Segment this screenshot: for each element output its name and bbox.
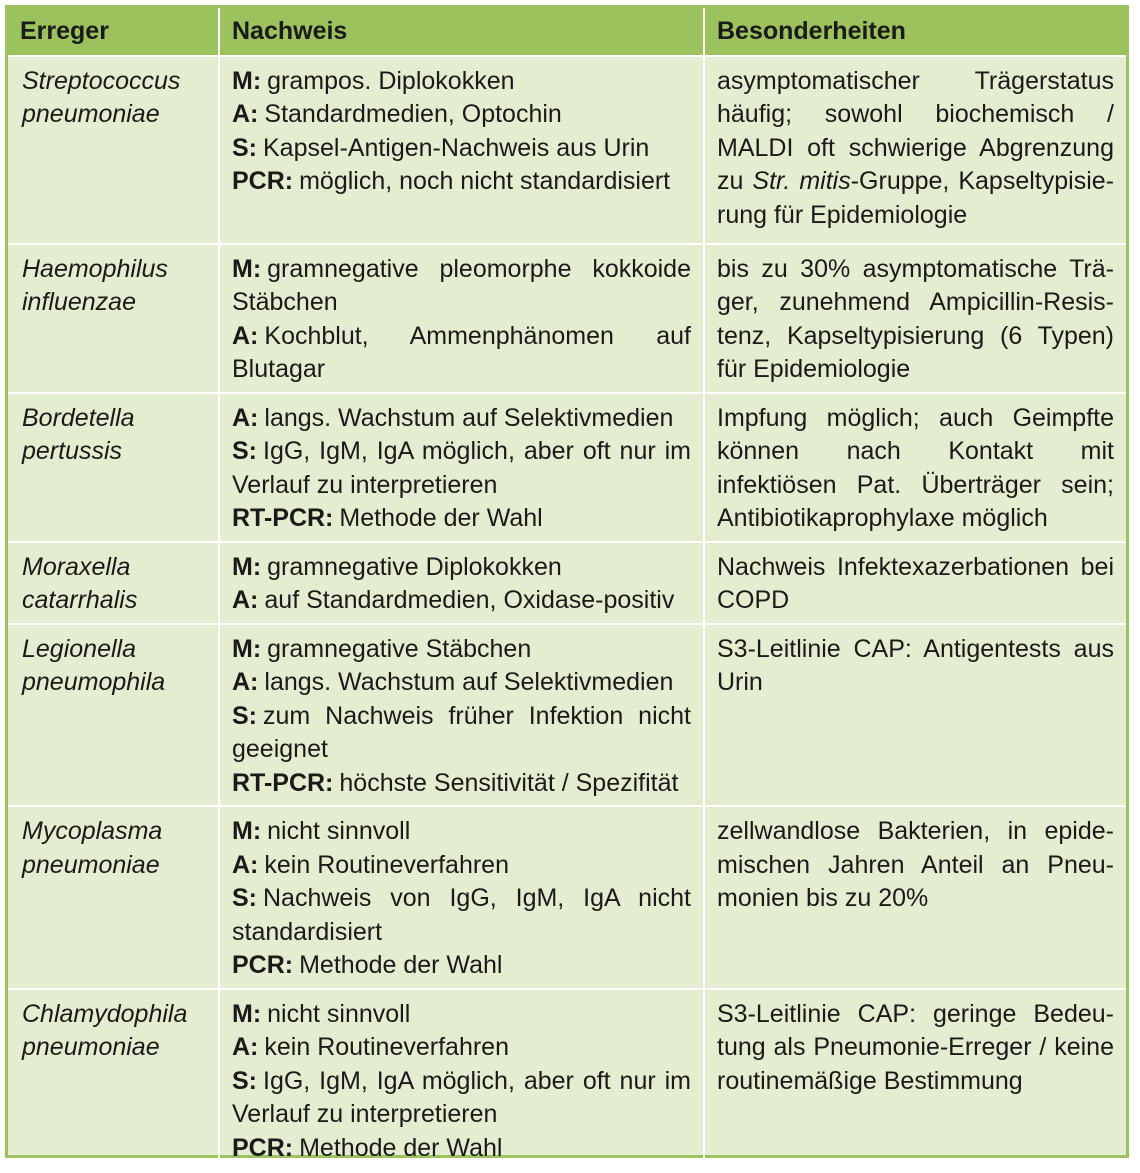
method-text: IgG, IgM, IgA möglich, aber oft nur im Verlauf zu interpretieren (232, 1066, 691, 1128)
method-key: PCR: (232, 167, 294, 195)
method-key: M: (232, 817, 262, 845)
organism-name-part: Haemophilus (22, 254, 168, 283)
notes-text: Nachweis Infektexazerbationen bei COPD (717, 552, 1114, 614)
organism-cell (8, 56, 219, 244)
header-nachweis: Nachweis (219, 8, 704, 56)
method-key: PCR: (232, 951, 294, 979)
method-key: M: (232, 999, 262, 1028)
detection-method (232, 65, 691, 99)
method-text: gramnegative pleomorphe kokkoide Stäbchen (232, 254, 691, 316)
organism-cell (8, 542, 219, 624)
detection-cell (219, 542, 704, 624)
notes-text: -Gruppe, Kapseltypisierung für Epidemiologie (717, 167, 1114, 229)
method-key: S: (232, 1066, 257, 1095)
detection-method (232, 949, 691, 983)
notes-text: S3-Leitlinie CAP: geringe Bedeutung als Pneumonie-Erreger / keine routinemäßige Bestimmung (717, 999, 1114, 1095)
organism-name-part: Legionella (22, 634, 136, 663)
method-key: RT-PCR: (232, 504, 334, 532)
notes-cell (704, 393, 1126, 542)
notes-cell (704, 806, 1126, 989)
method-key: M: (232, 552, 262, 581)
detection-method (232, 98, 691, 132)
detection-method (232, 666, 691, 700)
detection-method (232, 320, 691, 387)
method-key: A: (232, 321, 259, 350)
detection-method (232, 882, 691, 949)
method-key: A: (232, 403, 259, 432)
organism-name-part: Mycoplasma (22, 817, 163, 845)
detection-cell (219, 806, 704, 989)
method-text: kein Routineverfahren (264, 1033, 509, 1061)
detection-method (232, 435, 691, 502)
notes-text: asymptomatischer Trägerstatus häufig; sowohl biochemisch / MALDI oft schwierige Abgrenzung zu (717, 66, 1114, 195)
detection-method (232, 1132, 691, 1166)
method-text: gramnegative Diplokokken (267, 552, 562, 581)
method-key: A: (232, 668, 259, 696)
method-key: M: (232, 634, 262, 663)
method-key: S: (232, 701, 257, 730)
notes-cell (704, 989, 1126, 1173)
detection-method (232, 132, 691, 166)
method-key: PCR: (232, 1133, 294, 1162)
method-text: grampos. Diplokokken (267, 66, 515, 95)
detection-cell (219, 393, 704, 542)
notes-cell (704, 542, 1126, 624)
detection-method (232, 998, 691, 1032)
method-text: langs. Wachstum auf Selektivmedien (264, 403, 674, 432)
detection-method (232, 253, 691, 320)
detection-method (232, 1031, 691, 1065)
method-key: A: (232, 850, 259, 879)
method-text: nicht sinnvoll (267, 817, 411, 845)
method-text: gramnegative Stäbchen (267, 634, 532, 663)
table-row (8, 244, 1126, 393)
header-besonderheiten: Besonderheiten (704, 8, 1126, 56)
method-text: zum Nachweis früher Infektion nicht geeignet (232, 701, 691, 763)
method-key: M: (232, 66, 262, 95)
detection-method (232, 584, 691, 618)
notes-cell (704, 56, 1126, 244)
table-row (8, 989, 1126, 1173)
organism-name-part: Chlamydophila (22, 999, 188, 1028)
method-text: Nachweis von IgG, IgM, IgA nicht standardisiert (232, 884, 691, 946)
organism-cell (8, 244, 219, 393)
method-text: kein Routineverfahren (264, 850, 509, 879)
organism-name-part: pneumoniae (22, 850, 160, 879)
detection-method (232, 402, 691, 436)
detection-method (232, 502, 691, 536)
organism-cell (8, 393, 219, 542)
table-body (8, 56, 1126, 1173)
method-text: möglich, noch nicht standardisiert (299, 167, 671, 195)
organism-name-part: catarrhalis (22, 586, 138, 614)
detection-method (232, 767, 691, 801)
organism-name-part: influenzae (22, 288, 136, 316)
table-row (8, 624, 1126, 807)
notes-text: S3-Leitlinie CAP: Antigentests aus Urin (717, 634, 1114, 696)
detection-method (232, 633, 691, 667)
method-key: S: (232, 133, 257, 162)
notes-cell (704, 624, 1126, 807)
organism-name-part: pneumoniae (22, 100, 160, 128)
method-text: Methode der Wahl (299, 951, 503, 979)
table-row (8, 806, 1126, 989)
detection-method (232, 165, 691, 199)
method-key: A: (232, 100, 259, 128)
header-erreger: Erreger (8, 8, 219, 56)
organism-name-part: pneumophila (22, 668, 166, 696)
organism-cell (8, 989, 219, 1173)
method-text: Standardmedien, Optochin (264, 100, 562, 128)
method-text: Kochblut, Ammenphänomen auf Blutagar (232, 321, 691, 383)
method-text: IgG, IgM, IgA möglich, aber oft nur im Verlauf zu interpretieren (232, 437, 691, 499)
method-key: RT-PCR: (232, 768, 334, 797)
method-text: auf Standardmedien, Oxidase-positiv (264, 586, 675, 614)
organism-cell (8, 806, 219, 989)
table-row (8, 56, 1126, 244)
detection-method (232, 1065, 691, 1132)
notes-text: Str. mitis (752, 167, 851, 195)
table-row (8, 393, 1126, 542)
notes-text: Impfung möglich; auch Geimpfte können nach Kontakt mit infektiösen Pat. Überträger sein; Antibiotikaprophylaxe möglich (717, 403, 1114, 532)
organism-cell (8, 624, 219, 807)
detection-method (232, 849, 691, 883)
organism-name-part: Moraxella (22, 552, 131, 581)
detection-cell (219, 244, 704, 393)
pathogen-table-frame (5, 5, 1129, 1162)
detection-cell (219, 56, 704, 244)
organism-name-part: Streptococcus (22, 66, 181, 95)
method-key: S: (232, 884, 257, 912)
method-key: A: (232, 1033, 259, 1061)
detection-cell (219, 989, 704, 1173)
method-key: M: (232, 254, 262, 283)
detection-method (232, 700, 691, 767)
pathogen-table (8, 8, 1126, 1173)
table-row (8, 542, 1126, 624)
detection-method (232, 815, 691, 849)
method-text: Methode der Wahl (339, 504, 543, 532)
organism-name-part: Bordetella (22, 403, 135, 432)
header-row (8, 8, 1126, 56)
method-text: höchste Sensitivität / Spezifität (339, 768, 679, 797)
notes-text: bis zu 30% asymptomatische Träger, zunehmend Ampicillin-Resistenz, Kapseltypisierung (6 Typen) für Epidemiologie (717, 254, 1114, 383)
method-key: A: (232, 586, 259, 614)
organism-name-part: pertussis (22, 437, 123, 465)
notes-cell (704, 244, 1126, 393)
organism-name-part: pneumoniae (22, 1033, 160, 1061)
method-key: S: (232, 437, 257, 465)
notes-text: zellwandlose Bakterien, in epidemischen Jahren Anteil an Pneumonien bis zu 20% (717, 817, 1114, 912)
detection-method (232, 551, 691, 585)
method-text: nicht sinnvoll (267, 999, 411, 1028)
method-text: langs. Wachstum auf Selektivmedien (264, 668, 674, 696)
detection-cell (219, 624, 704, 807)
method-text: Kapsel-Antigen-Nachweis aus Urin (263, 133, 650, 162)
method-text: Methode der Wahl (299, 1133, 503, 1162)
